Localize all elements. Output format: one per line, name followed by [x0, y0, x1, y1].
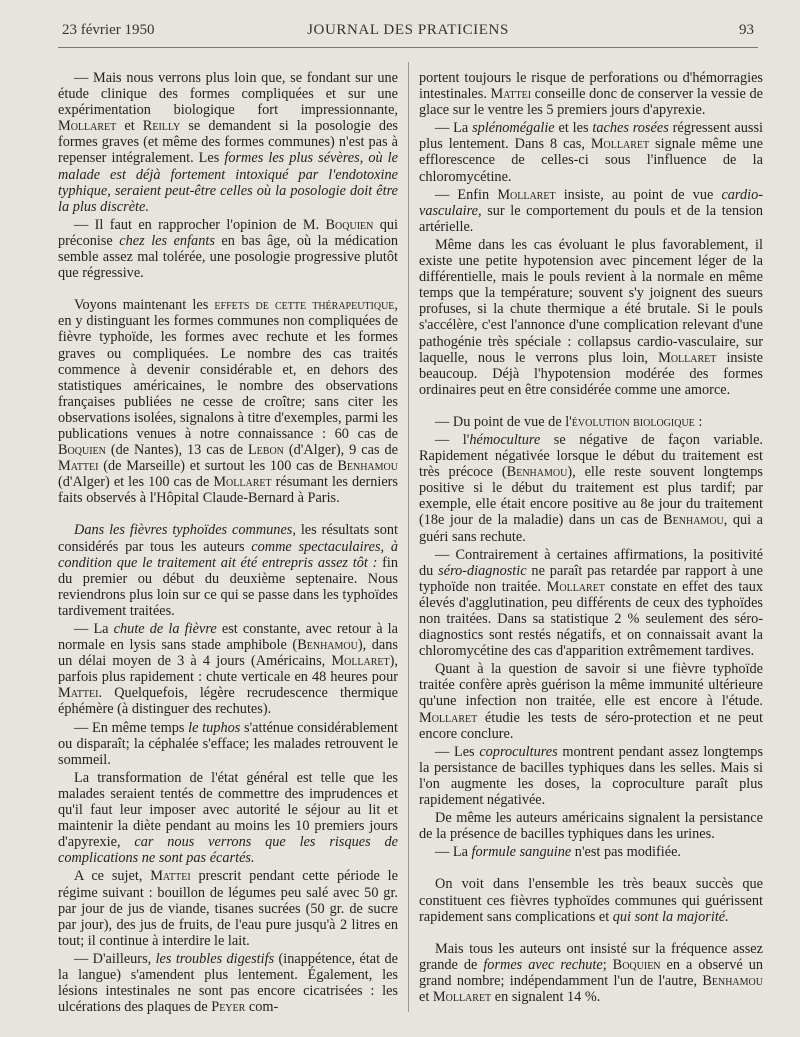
paragraph [419, 70, 763, 118]
author-name: Mollaret [213, 474, 272, 491]
text-run: — La [435, 120, 473, 137]
text-run: . Quelquefois, légère recrudescence thermique éphémère (à distinguer des rechutes). [58, 685, 398, 718]
text-run: qui préconise [58, 216, 398, 249]
paragraph [419, 237, 763, 398]
text-run: s'atténue considérablement ou disparaît; la céphalée s'efface; les malades retrouvent le sommeil. [58, 719, 398, 768]
text-run: étudie les tests de séro-protection et ne peut encore conclure. [419, 709, 763, 742]
author-name: Lebon [247, 442, 284, 459]
text-run: — Contrairement à certaines affirmations, la positivité du [419, 546, 763, 579]
author-name: Benhamou [702, 972, 763, 989]
text-run: A ce sujet, [74, 868, 151, 885]
paragraph [419, 432, 763, 545]
emphasis-text: formes avec rechute [483, 956, 603, 973]
author-name: Mattei [58, 458, 99, 475]
text-run: signale même une efflorescence de celles-ci sous l'influence de la chloromycétine. [419, 136, 763, 185]
emphasis-text: séro-diagnostic [438, 562, 527, 579]
text-run: les résultats sont considérés par tous les auteurs [58, 522, 398, 555]
emphasis-text: qui sont la majorité. [612, 908, 729, 925]
author-name: évolution biologique [571, 413, 695, 430]
header-rule [58, 47, 758, 48]
text-run: — La [435, 844, 472, 861]
author-name: Mollaret [546, 578, 605, 595]
right-column [419, 70, 763, 1007]
text-run: Voyons maintenant les [74, 297, 215, 314]
text-run: (d'Alger) et les 100 cas de [58, 474, 214, 491]
emphasis-text: car nous verrons que les risques de complications ne sont pas écartés. [58, 834, 398, 867]
text-run: (de Nantes), 13 cas de [105, 442, 248, 459]
text-run: ; [602, 956, 613, 973]
left-column [58, 70, 398, 1017]
text-run: et [116, 118, 143, 135]
emphasis-text: formule sanguine [471, 844, 572, 861]
paragraph [419, 120, 763, 184]
author-name: Benhamou [663, 512, 724, 529]
text-run: constate en effet des taux élevés d'agglutination, peu différents de ceux des typhoïdes non traitées. Dans sa statistique 2 % seulement des séro-diagnostics sont restés négatifs, et on connaissait avant la chloromycétine des cas d'apparition extrêmement tardives. [419, 578, 763, 660]
author-name: Peyer [211, 999, 246, 1016]
paragraph [419, 547, 763, 660]
text-run: Même dans les cas évoluant le plus favorablement, il existe une petite hypotension avec pincement léger de la différentielle, mais le pouls revient à la normale en même temps que la température; souvent s'y joignent des sueurs profuses, si la chute thermique a été brutale. Si le pouls s'accélère, c'est l'annonce d'une complication relevant d'une pathogénie très spéciale : collapsus cardio-vasculaire, sur laquelle, nous le verrons plus loin, [419, 236, 763, 366]
column-divider [408, 62, 409, 1012]
author-name: Mollaret [432, 988, 492, 1005]
page-header [62, 22, 754, 44]
text-run: est constante, avec retour à la normale en lysis sans stade amphibole ( [58, 621, 398, 654]
text-run: (de Marseille) et surtout les 100 cas de [98, 458, 338, 475]
text-run: montrent pendant assez longtemps la persistance de bacilles typhiques dans les selles. Mais si l'on augmente les doses, la coproculture paraît plus rapidement négativée. [419, 743, 764, 809]
text-run: : [694, 413, 703, 430]
emphasis-text: hémoculture [469, 431, 541, 448]
author-name: Reilly [142, 118, 181, 135]
text-run: , en y distinguant les formes communes non compliquées de fièvre typhoïde, les formes avec rechute et les formes graves ou compliquées. Le nombre des cas traités commence à devenir considérable et, en dehors des statistiques américaines, le nombre des observations françaises publiées ne cesse de croître; sans citer les observations isolées, signalons à titre d'exemples, parmi les publications venues à notre connaissance : 60 cas de [58, 297, 398, 442]
text-run: De même les auteurs américains signalent la persistance de la présence de bacilles typhiques dans les urines. [419, 810, 763, 843]
emphasis-text: taches rosées [592, 120, 669, 137]
paragraph [419, 414, 763, 430]
text-run: — Les [435, 743, 480, 760]
author-name: Mollaret [419, 709, 478, 726]
text-run: (inappétence, état de la langue) s'amendent plus lentement. Également, les lésions intestinales ne sont pas encore cicatrisées : les ulcérations des plaques de [58, 950, 398, 1016]
emphasis-text: splénomégalie [472, 120, 555, 137]
paragraph [58, 770, 398, 867]
text-run: La transformation de l'état général est telle que les malades seraient tentés de commettre des imprudences et qu'il faut leur imposer avec autorité le séjour au lit et maintenir la diète pendant au moins les 10 premiers jours d'apyrexie, [58, 769, 398, 851]
paragraph [58, 297, 398, 506]
text-run: conseille donc de conserver la vessie de glace sur le ventre les 5 premiers jours d'apyrexie. [419, 86, 763, 119]
text-run: (d'Alger), 9 cas de [283, 442, 398, 459]
text-run: et [419, 988, 433, 1005]
author-name: Mattei [150, 868, 191, 885]
text-run: — La [74, 621, 114, 637]
emphasis-text: les troubles digestifs [155, 950, 275, 967]
text-run: insiste, au point de vue [555, 186, 722, 203]
author-name: Mollaret [58, 118, 117, 135]
text-run: portent toujours le risque de perforations ou d'hémorragies intestinales. [419, 70, 763, 103]
paragraph [419, 661, 763, 741]
text-run: se demandent si la posologie des formes graves (et même des formes communes) n'est pas à repenser intégralement. Les [58, 118, 398, 167]
text-run: , qui a guéri sans rechute. [419, 512, 763, 545]
page-number: 93 [739, 22, 754, 38]
text-run: Quant à la question de savoir si une fièvre typhoïde traitée confère après guérison la même immunité ultérieure qu'une infection non traitée, elle est encore à l'étude. [419, 661, 763, 710]
paragraph [419, 810, 763, 842]
text-run: On voit dans l'ensemble les très beaux succès que constituent ces fièvres typhoïdes communes qui guérissent rapidement sans complications et [419, 876, 763, 925]
emphasis-text: coprocultures [479, 743, 558, 760]
text-run: ), dans un délai moyen de 3 à 4 jours (Américains, [58, 637, 398, 670]
text-run: fin du premier ou début du deuxième septenaire. Nous reviendrons plus loin sur ce qui se passe dans les typhoïdes tardivement traitées. [58, 554, 398, 619]
author-name: Benhamou [337, 458, 398, 475]
text-run: — l' [435, 431, 470, 448]
author-name: Benhamou [297, 637, 358, 654]
author-name: Boquien [325, 216, 374, 233]
author-name: Mollaret [497, 186, 556, 203]
author-name: Boquien [612, 956, 661, 973]
emphasis-text: le tuphos [188, 719, 241, 736]
text-run: — D'ailleurs, [74, 950, 156, 967]
text-run: prescrit pendant cette période le régime suivant : bouillon de légumes peu salé avec 50 gr. par jour de jus de viande, tisanes sucrées (50 gr. de sucre par jour), des jus de fruits, de l'eau pure jusqu'à 2 litres en tout; il continue à interdire le lait. [58, 868, 399, 949]
text-run: régressent aussi plus lentement. Dans 8 cas, [419, 120, 763, 153]
text-run: résumant les derniers faits observés à l'Hôpital Claude-Bernard à Paris. [58, 474, 398, 507]
paragraph [58, 868, 398, 948]
paragraph [58, 217, 398, 281]
paragraph [419, 744, 763, 808]
paragraph [419, 876, 763, 924]
text-run: — Enfin [435, 186, 498, 203]
paragraph [58, 522, 398, 619]
text-run: et les [554, 120, 593, 137]
text-run: com- [245, 999, 279, 1016]
text-run: Mais tous les auteurs ont insisté sur la fréquence assez grande de [419, 940, 763, 973]
text-run: — Du point de vue de l' [435, 413, 572, 430]
text-run: sur le comportement du pouls et de la tension artérielle. [419, 202, 763, 235]
journal-title: JOURNAL DES PRATICIENS [307, 22, 509, 38]
paragraph [58, 951, 398, 1015]
author-name: Mattei [58, 685, 99, 702]
author-name: effets de cette thérapeutique [214, 297, 395, 314]
paragraph [58, 720, 398, 768]
author-name: Mollaret [590, 136, 650, 153]
emphasis-text: chute de la fièvre [113, 621, 217, 637]
emphasis-text: formes les plus sévères, où le malade est déjà fortement intoxiqué par l'endotoxine typhique, seraient peut-être celles où la posologie doit être la plus discrète. [58, 150, 398, 215]
text-run: n'est pas modifiée. [571, 844, 681, 861]
emphasis-text: cardio-vasculaire, [419, 186, 763, 219]
author-name: Mattei [490, 86, 532, 103]
text-run: en a observé un grand nombre; indépendamment l'un de l'autre, [419, 956, 764, 989]
emphasis-text: chez les enfants [119, 232, 215, 249]
issue-date: 23 février 1950 [62, 22, 155, 38]
paragraph [419, 844, 763, 860]
author-name: Benhamou [506, 464, 568, 481]
paragraph [58, 70, 398, 215]
text-run: — En même temps [74, 719, 189, 736]
paragraph [58, 621, 398, 718]
emphasis-text: comme spectaculaires, à condition que le traitement ait été entrepris assez tôt : [58, 538, 398, 571]
text-run: ne paraît pas retardée par rapport à une typhoïde non traitée. [419, 562, 764, 595]
text-run: — Mais nous verrons plus loin que, se fondant sur une étude clinique des formes compliquées et sur une expérimentation biologique fort impressionnante, [58, 70, 398, 119]
author-name: Mollaret [658, 349, 717, 366]
text-run: se négative de façon variable. Rapidement négativée lorsque le début du traitement est très précoce ( [419, 431, 763, 481]
text-run: insiste beaucoup. Déjà l'hypotension modérée des formes ordinaires peut en être considérée comme une amorce. [419, 349, 763, 398]
emphasis-text: Dans les fièvres typhoïdes communes, [74, 522, 296, 539]
text-run: ), parfois plus rapidement : chute verticale en 48 heures pour [58, 653, 398, 686]
text-run: ), elle reste souvent longtemps positive si le début du traitement est plus tardif; par exemple, elle était encore positive au 8e jour du traitement (18e jour de la maladie) dans un cas de [419, 464, 763, 529]
text-run: en signalent 14 %. [491, 988, 601, 1005]
author-name: Boquien [58, 442, 106, 459]
text-run: — Il faut en rapprocher l'opinion de M. [74, 216, 326, 233]
paragraph [419, 941, 763, 1005]
paragraph [419, 187, 763, 235]
text-run: en bas âge, où la médication semble assez mal tolérée, une posologie progressive plutôt que régressive. [58, 232, 399, 282]
author-name: Mollaret [331, 653, 390, 670]
